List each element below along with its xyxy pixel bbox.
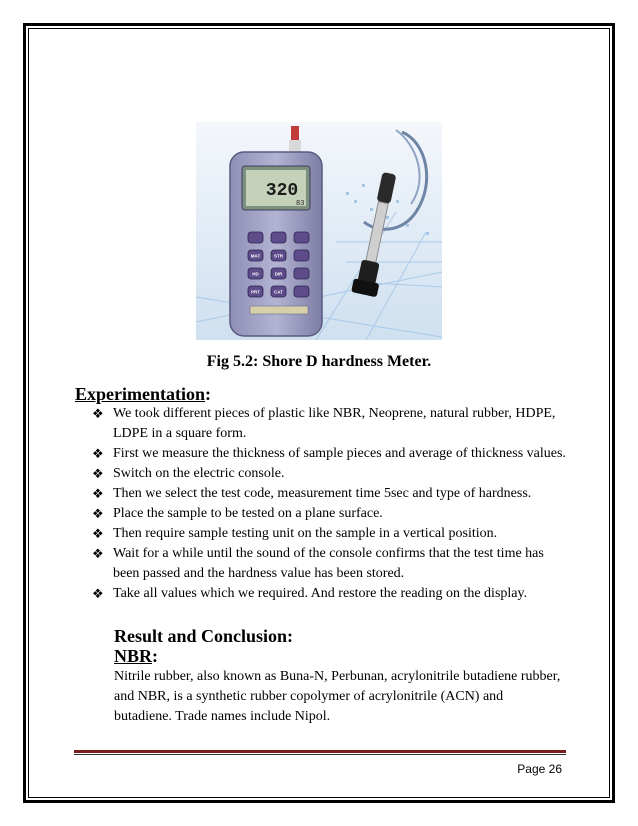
nbr-subtitle-text: NBR — [114, 646, 153, 666]
section-title-text: Experimentation — [75, 384, 205, 404]
nbr-subtitle — [114, 646, 158, 667]
key-hd: HD — [252, 271, 259, 277]
diamond-bullet-icon: ❖ — [92, 466, 104, 481]
footer-rule-thin — [74, 754, 566, 755]
key-cat: CAT — [274, 289, 283, 295]
list-item-text: Take all values which we required. And restore the reading on the display. — [113, 586, 528, 601]
figure-caption: Fig 5.2: Shore D hardness Meter. — [206, 353, 432, 370]
section-title — [75, 384, 211, 405]
key-prt: PRT — [251, 289, 260, 295]
list-item — [92, 444, 572, 464]
list-item-text: Then require sample testing unit on the sample in a vertical position. — [113, 526, 498, 541]
list-item — [92, 584, 572, 604]
footer-rule — [74, 750, 566, 753]
key-str: STR — [274, 253, 283, 259]
hardness-meter-figure — [196, 122, 442, 340]
screen-small-value: 83 — [296, 200, 305, 208]
list-item — [92, 404, 572, 444]
result-title: Result and Conclusion: — [114, 626, 294, 646]
nbr-paragraph: Nitrile rubber, also known as Buna-N, Perbunan, acrylonitrile butadiene rubber, and NBR, is a synthetic rubber copolymer of acrylonitrile (ACN) and butadiene. Trade names include Nipol. — [114, 669, 561, 724]
key-dir: DIR — [274, 271, 283, 277]
diamond-bullet-icon: ❖ — [92, 506, 104, 521]
list-item-text: Place the sample to be tested on a plane surface. — [113, 506, 383, 521]
diamond-bullet-icon: ❖ — [92, 546, 104, 561]
diamond-bullet-icon: ❖ — [92, 446, 104, 461]
list-item — [92, 484, 572, 504]
section-title-colon: : — [205, 384, 211, 404]
list-item — [92, 504, 572, 524]
list-item-text: Then we select the test code, measurement time 5sec and type of hardness. — [113, 486, 532, 501]
key-mat: MAT — [250, 253, 261, 259]
diamond-bullet-icon: ❖ — [92, 586, 104, 601]
list-item — [92, 524, 572, 544]
list-item-text: First we measure the thickness of sample pieces and average of thickness values. — [113, 446, 566, 461]
nbr-subtitle-colon: : — [152, 646, 159, 666]
screen-value: 320 — [265, 181, 299, 201]
page-number: Page 26 — [517, 762, 562, 776]
diamond-bullet-icon: ❖ — [92, 526, 104, 541]
hardness-meter-image — [196, 122, 442, 340]
list-item — [92, 464, 572, 484]
experiment-steps-list — [92, 404, 572, 604]
list-item — [92, 544, 572, 584]
list-item-text: Switch on the electric console. — [113, 466, 285, 481]
diamond-bullet-icon: ❖ — [92, 486, 104, 501]
list-item-text: Wait for a while until the sound of the console confirms that the test time has been passed and the hardness value has been stored. — [113, 546, 544, 581]
list-item-text: We took different pieces of plastic like NBR, Neoprene, natural rubber, HDPE, LDPE in a square form. — [113, 406, 556, 441]
diamond-bullet-icon: ❖ — [92, 406, 104, 421]
